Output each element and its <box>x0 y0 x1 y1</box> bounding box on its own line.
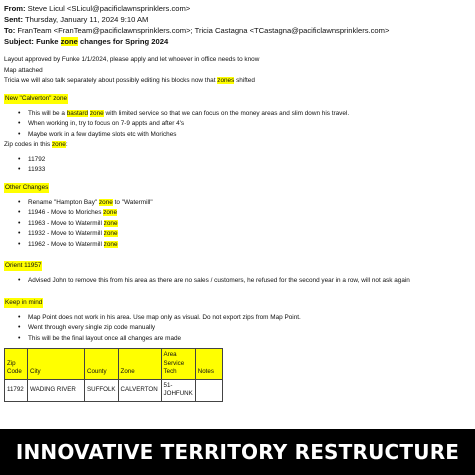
item-text: 11932 - Move to Watermill <box>28 230 104 237</box>
item-highlight: bastard <box>66 109 89 117</box>
item-text: 11962 - Move to Watermill <box>28 240 104 248</box>
email-to-line <box>4 25 471 36</box>
to-label: To: <box>4 26 16 35</box>
table-cell: CALVERTON <box>118 379 161 401</box>
list-item: • 11933 <box>28 165 471 176</box>
sent-label: Sent: <box>4 15 23 24</box>
item-highlight: zone <box>98 198 113 206</box>
zip-line-post: : <box>65 141 68 148</box>
item-text: When working in, try to focus on 7-9 appts and after 4's <box>28 120 185 127</box>
email-document <box>4 3 471 402</box>
list-item: • Went through every single zip code manually <box>28 323 471 334</box>
col-header-area-service-tech: Area Service Tech <box>161 349 195 380</box>
table-cell: SUFFOLK <box>85 379 119 401</box>
col-header-notes: Notes <box>195 349 222 380</box>
list-item <box>28 229 471 240</box>
table-cell: 11792 <box>5 379 28 401</box>
table-cell: 51-JOHFUNK <box>161 379 195 401</box>
table-header-row <box>5 349 223 380</box>
item-highlight: zone <box>103 230 118 237</box>
line3-highlight: zones <box>217 77 235 84</box>
from-label: From: <box>4 4 26 13</box>
list-item <box>28 240 471 251</box>
sent-value: Thursday, January 11, 2024 9:10 AM <box>24 15 149 24</box>
item-highlight: zone <box>89 109 104 117</box>
to-value: FranTeam <FranTeam@pacificlawnsprinklers.com>; Tricia Castagna <TCastagna@pacificlawnsprinklers.com> <box>17 26 390 35</box>
list-item: • This will be the final layout once all changes are made <box>28 334 471 345</box>
section-heading-keep-in-mind: Keep in mind <box>5 298 43 306</box>
email-from-line <box>4 3 471 14</box>
table-row <box>5 379 223 401</box>
list-item <box>28 130 471 141</box>
item-text: 11946 - Move to Moriches <box>28 209 104 216</box>
list-item: • Map Point does not work in his area. Use map only as visual. Do not export zips from Map Point. <box>28 313 471 324</box>
other-changes-list <box>4 198 471 251</box>
item-text: to "Watermill" <box>112 198 153 206</box>
item-text: Maybe work in a few daytime slots etc with Moriches <box>28 130 177 138</box>
body-line-2: Map attached <box>4 66 43 74</box>
zip-codes-line <box>4 140 471 151</box>
body-line-3 <box>4 76 471 87</box>
zip-line-pre: Zip codes in this <box>4 141 52 148</box>
list-item: • Advised John to remove this from his area as there are no sales / customers, he refused for the second year in a row, will not ask again <box>28 276 471 287</box>
list-item <box>28 219 471 230</box>
subject-label: Subject: <box>4 37 34 46</box>
item-text: with limited service so that we can focus on the money areas and slim down his travel. <box>103 109 350 117</box>
email-sent-line <box>4 14 471 25</box>
orient-list <box>4 276 471 287</box>
table-cell: WADING RIVER <box>28 379 85 401</box>
col-header-city: City <box>28 349 85 380</box>
section-heading-calverton: New "Calverton" zone <box>5 94 68 102</box>
zip-line-highlight: zone <box>51 141 66 148</box>
subject-pre: Funke <box>36 37 61 46</box>
zip-list <box>4 155 471 176</box>
subject-highlight: zone <box>60 37 78 46</box>
list-item <box>28 208 471 219</box>
col-header-zone: Zone <box>118 349 161 380</box>
item-text: Rename "Hampton Bay" <box>28 198 99 206</box>
list-item <box>28 198 471 209</box>
item-highlight: zone <box>103 219 118 227</box>
item-text: This will be a <box>28 109 67 117</box>
col-header-zip-code: Zip Code <box>5 349 28 380</box>
list-item: • 11792 <box>28 155 471 166</box>
email-subject-line <box>4 36 471 47</box>
subject-post: changes for Spring 2024 <box>77 37 169 46</box>
calverton-list <box>4 109 471 141</box>
item-text: 11963 - Move to Watermill <box>28 219 104 227</box>
line3-post: shifted <box>234 77 255 84</box>
list-item <box>28 119 471 130</box>
section-heading-orient: Orient 11957 <box>5 262 42 269</box>
line3-pre: Tricia we will also talk separately about possibly editing his blocks now that <box>4 77 218 84</box>
keep-in-mind-list <box>4 313 471 345</box>
list-item <box>28 109 471 120</box>
col-header-county: County <box>85 349 119 380</box>
caption-banner: INNOVATIVE TERRITORY RESTRUCTURE <box>0 429 475 475</box>
section-heading-other-changes: Other Changes <box>5 183 49 191</box>
item-highlight: zone <box>103 240 118 248</box>
body-line-1: Layout approved by Funke 1/1/2024, please apply and let whoever in office needs to know <box>4 56 260 63</box>
zone-table <box>4 348 223 402</box>
item-highlight: zone <box>103 209 118 216</box>
from-value: Steve Licul <SLicul@pacificlawnsprinklers.com> <box>27 4 191 13</box>
table-cell <box>195 379 222 401</box>
